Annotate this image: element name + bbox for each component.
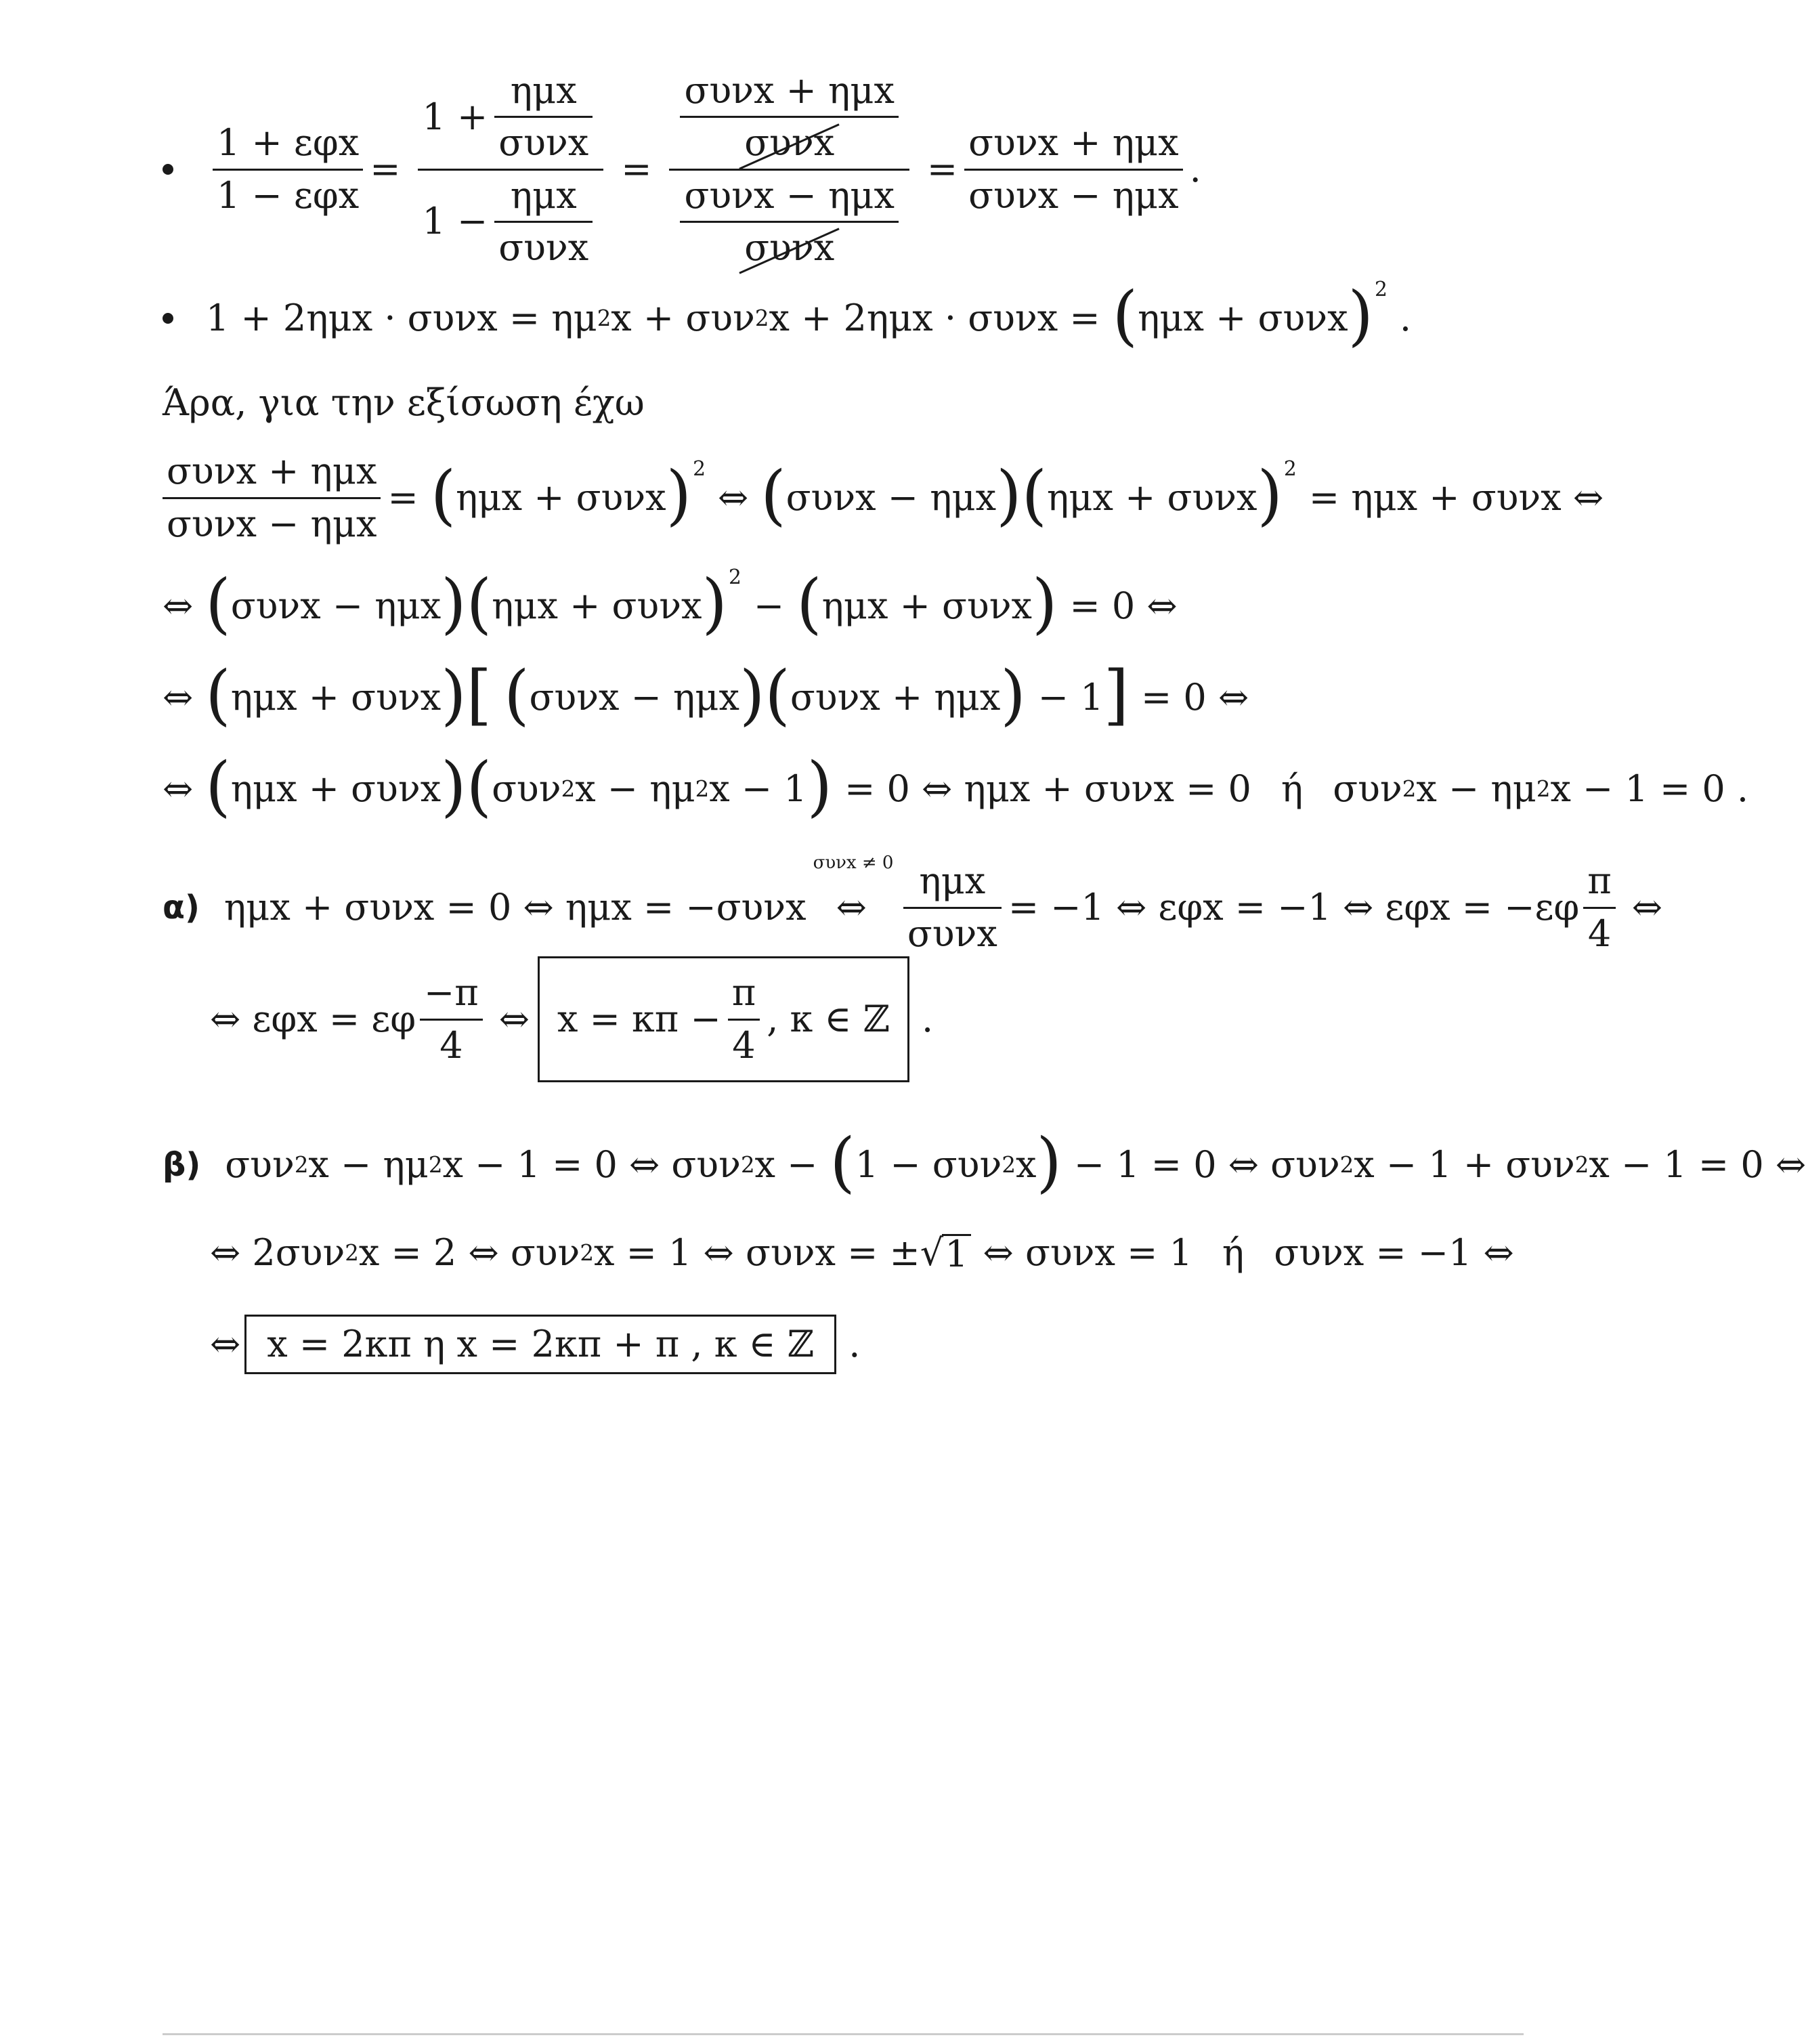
fraction-step2: $\frac{\frac{\text{συνx + ημx}}{\text{συνx}}}{\frac{\text{συνx − ημx}}{\text{συνx}}}$ <box>669 70 909 268</box>
condition-note: συνx ≠ 0 <box>813 853 894 873</box>
bullet <box>163 164 173 175</box>
solution-box-beta: x = 2κπ η x = 2κπ + π , κ ∈ ℤ <box>244 1315 836 1374</box>
alpha-solution-line: ⇔ εφx = εφ $\frac{-\pi}{4}$ ⇔ x = κπ − $\frac{\pi}{4}$ , κ ∈ ℤ . <box>210 968 933 1070</box>
fraction-step1: 1 + $\frac{\text{ημx}}{\text{συνx}}$ 1 − $\frac{\text{ημx}}{\text{συνx}}$ <box>418 70 603 268</box>
beta-step-line: ⇔ 2συν 2 x = 2 ⇔ συν 2 x = 1 ⇔ συνx = ± √ 1 ⇔ συνx = 1 ή συνx = −1 ⇔ <box>210 1231 1514 1275</box>
identity-square-line: 1 + 2ημx · συνx = ημ 2 x + συν 2 x + 2ημx · συνx = ( ημx + συνx ) 2 . <box>163 284 1411 352</box>
case-label-alpha: α) <box>163 889 200 927</box>
cancelled-term: συνx <box>740 227 838 269</box>
intro-text: Άρα, για την εξίσωση έχω <box>163 381 645 424</box>
equation-line-4: ⇔ ( ημx + συνx )( συν 2 x − ημ 2 x − 1 ) = 0 ⇔ ημx + συνx = 0 ή συν 2 x − ημ 2 x − 1 = 0 . <box>163 748 1749 824</box>
alpha-case-line: α) ημx + συνx = 0 ⇔ ημx = −συνx συνx ≠ 0 ⇔ $\frac{\text{ημx}}{\text{συνx}}$ = −1 ⇔ εφx = −1 ⇔ εφx = −εφ $\frac{\pi}{4}$ ⇔ <box>163 853 1662 955</box>
fraction-result: $\frac{\text{συνx + ημx}}{\text{συνx − ημx}}$ <box>964 122 1182 216</box>
equation-line-1: $\frac{\text{συνx + ημx}}{\text{συνx − ημx}}$ = ( ημx + συνx ) 2 ⇔ ( συνx − ημx )( ημx + συνx ) 2 = ημx + συνx ⇔ <box>163 447 1604 549</box>
equation-line-3: ⇔ ( ημx + συνx )[ ( συνx − ημx )( συνx + ημx ) − 1 ] = 0 ⇔ <box>163 656 1249 733</box>
bullet <box>163 313 173 324</box>
identity-tan-line: $\frac{\text{1 + εφx}}{\text{1 − εφx}}$ = 1 + $\frac{\text{ημx}}{\text{συνx}}$ 1 − $\frac{\text{ημx}}{\text{συνx}}$ = $\frac{\frac{\text{συνx + ημx}}{\text{συνx}}}{\frac{\text{συνx − ημx}}{\text{συνx}}}$ = $\frac{\text{συνx + ημx}}{\text{συνx − ημx}}$ . <box>163 74 1201 264</box>
sqrt-symbol: √ <box>920 1231 944 1274</box>
equation-line-2: ⇔ ( συνx − ημx )( ημx + συνx ) 2 − ( ημx + συνx ) = 0 ⇔ <box>163 565 1178 641</box>
fraction-lhs: $\frac{\text{1 + εφx}}{\text{1 − εφx}}$ <box>213 122 363 216</box>
beta-case-line: β) συν 2 x − ημ 2 x − 1 = 0 ⇔ συν 2 x − ( 1 − συν 2 x ) − 1 = 0 ⇔ συν 2 x − 1 + συν 2 x − 1 = 0 ⇔ <box>163 1124 1806 1200</box>
case-label-beta: β) <box>163 1146 201 1184</box>
cancelled-term: συνx <box>740 122 838 164</box>
solution-box-alpha: x = κπ − $\frac{\pi}{4}$ , κ ∈ ℤ <box>538 956 909 1082</box>
beta-solution-line: ⇔ x = 2κπ η x = 2κπ + π , κ ∈ ℤ . <box>210 1311 860 1378</box>
footer-rule <box>163 2033 1524 2035</box>
